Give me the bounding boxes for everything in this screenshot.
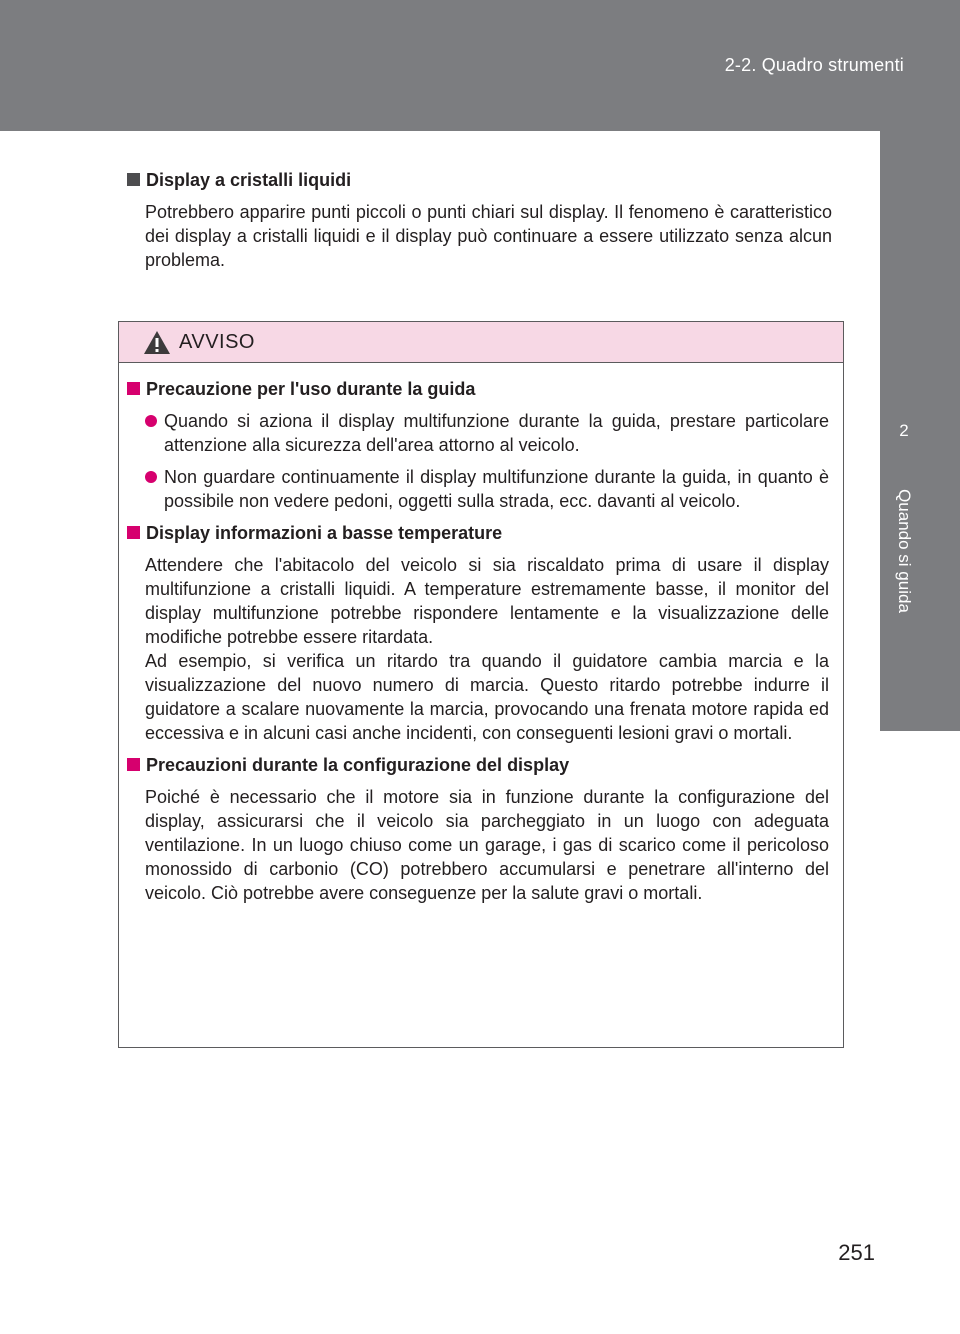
chapter-label-wrap: [880, 491, 928, 611]
round-bullet-icon: [145, 415, 157, 427]
warning-box: [118, 321, 844, 1048]
chapter-number: 2: [899, 421, 909, 440]
warning-section: [127, 753, 829, 905]
warning-title: AVVISO: [179, 330, 255, 353]
section-paragraph: Poiché è necessario che il motore sia in funzione durante la configurazione del display, assicurarsi che il veicolo sia parcheggiato in un luogo con adeguata ventilazione. In un luogo chiuso come un garage, i gas di scarico come il pericoloso monossido di carbonio (CO) potrebbero accumularsi e penetrare all'interno del veicolo. Ciò potrebbe avere conseguenze per la salute gravi o mortali.: [145, 787, 829, 903]
section-heading: [127, 521, 829, 545]
round-bullet-icon: [145, 471, 157, 483]
section-heading: [127, 753, 829, 777]
intro-heading: [127, 168, 832, 192]
section-heading-text: Display informazioni a basse temperature: [146, 523, 503, 543]
bullet-item: [145, 409, 829, 457]
warning-header: [119, 322, 843, 363]
bullet-text: Quando si aziona il display multifunzione durante la guida, prestare particolare attenzione alla sicurezza dell'area attorno al veicolo.: [164, 411, 829, 455]
section-heading-text: Precauzione per l'uso durante la guida: [146, 379, 476, 399]
page-header: [0, 0, 960, 131]
section-paragraph: Ad esempio, si verifica un ritardo tra quando il guidatore cambia marcia e la visualizzazione del nuovo numero di marcia. Questo ritardo potrebbe indurre il guidatore a scalare nuovamente la marcia, provocando una frenata motore rapida ed eccessiva e in alcuni casi anche incidenti, con conseguenti lesioni gravi o mortali.: [145, 651, 829, 743]
section-title: 2-2. Quadro strumenti: [724, 55, 904, 75]
section-heading: [127, 377, 829, 401]
page-number: 251: [838, 1240, 875, 1265]
chapter-tab: [880, 131, 960, 731]
warning-section: [127, 521, 829, 745]
warning-triangle-icon: [143, 330, 171, 355]
square-bullet-icon: [127, 173, 140, 186]
square-bullet-icon: [127, 758, 140, 771]
intro-paragraph: Potrebbero apparire punti piccoli o punti chiari sul display. Il fenomeno è caratteristico dei display a cristalli liquidi e il display può continuare a essere utilizzato senza alcun problema.: [145, 202, 832, 270]
warning-body: [119, 363, 843, 905]
section-heading-text: Precauzioni durante la configurazione del display: [146, 755, 570, 775]
bullet-text: Non guardare continuamente il display multifunzione durante la guida, in quanto è possibile non vedere pedoni, oggetti sulla strada, ecc. davanti al veicolo.: [164, 467, 829, 511]
square-bullet-icon: [127, 382, 140, 395]
intro-heading-text: Display a cristalli liquidi: [146, 170, 352, 190]
intro-section: [127, 168, 832, 272]
warning-section: [127, 377, 829, 513]
square-bullet-icon: [127, 526, 140, 539]
bullet-item: [145, 465, 829, 513]
chapter-title: Quando si guida: [895, 489, 915, 613]
section-paragraph: Attendere che l'abitacolo del veicolo si sia riscaldato prima di usare il display multifunzione a cristalli liquidi. A temperature estremamente basse, il monitor del display multifunzione potrebbe rispondere lentamente e la visualizzazione delle modifiche potrebbe essere ritardata.: [145, 555, 829, 647]
